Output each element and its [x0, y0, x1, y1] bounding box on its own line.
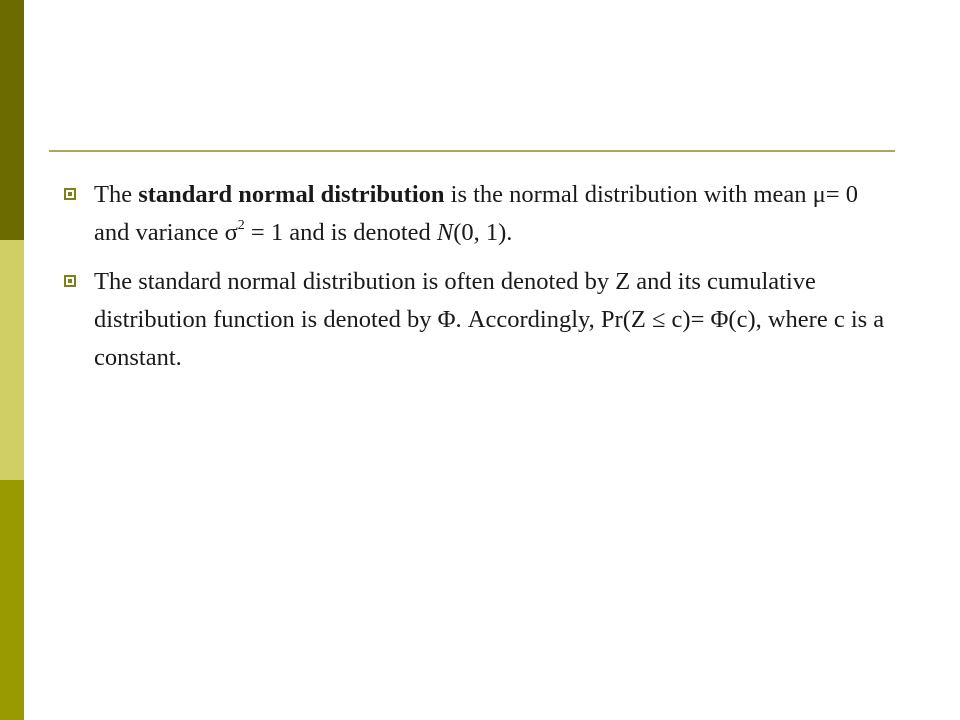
bullet-text-cdf: The standard normal distribution is often denoted by Z and its cumulative distribution function is denoted by Φ. Accordingly, Pr(Z ≤ c)= Φ(c), where c is a constant.: [94, 268, 885, 371]
bullet-item-definition: [62, 176, 892, 252]
side-band-middle: [0, 240, 24, 480]
square-bullet-icon: [64, 275, 76, 287]
side-band-bottom: [0, 480, 24, 720]
side-band-top: [0, 0, 24, 240]
title-divider: [49, 150, 895, 152]
bullet-text-intro: The: [94, 181, 139, 208]
bullet-text-body: is the normal distribution with mean μ= 0 and variance σ: [94, 181, 858, 246]
distribution-notation: N: [436, 219, 454, 246]
bullet-item-cdf: [62, 263, 892, 377]
slide-body: [62, 176, 892, 388]
distribution-parameters: (0, 1).: [453, 219, 513, 246]
bullet-text-denoted: = 1 and is denoted: [244, 219, 437, 246]
variance-superscript: 2: [237, 218, 245, 233]
square-bullet-icon: [64, 188, 76, 200]
bullet-term: standard normal distribution: [138, 181, 445, 208]
